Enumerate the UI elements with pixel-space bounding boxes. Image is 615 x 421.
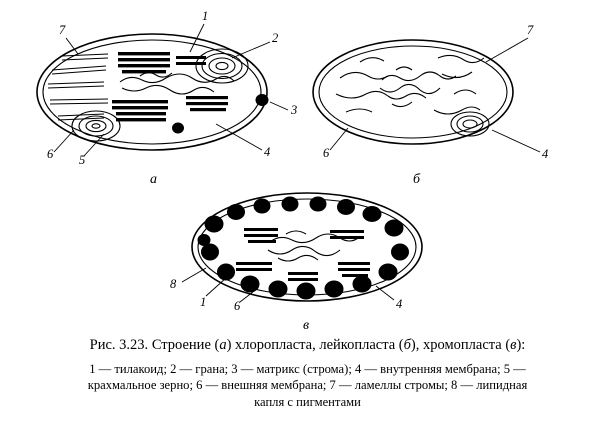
callout-3-a: 3 (291, 103, 298, 117)
caption-italic-v: в (510, 337, 517, 353)
caption-text-2: ) хлоропласта, лейкопласта ( (226, 337, 404, 353)
callout-4-a: 4 (264, 145, 271, 159)
caption-text-4: ): (516, 337, 526, 353)
caption-figure-number: Рис. 3.23. (89, 337, 149, 353)
callout-6-b: 6 (323, 146, 330, 160)
callout-7-b: 7 (527, 23, 534, 37)
caption-text-1: Строение ( (148, 337, 220, 353)
panel-label-b: б (413, 172, 421, 187)
panel-label-a: а (150, 172, 157, 187)
callout-6-v: 6 (234, 299, 241, 313)
callout-4-v: 4 (396, 297, 403, 311)
caption-italic-b: б (403, 337, 411, 353)
callout-1-a: 1 (202, 9, 209, 23)
panel-label-v: в (303, 318, 310, 333)
callout-5-a: 5 (79, 153, 86, 167)
figure-caption (0, 336, 615, 356)
figure-legend (0, 361, 615, 411)
callout-6-a: 6 (47, 147, 54, 161)
caption-italic-a: а (219, 337, 227, 353)
chloroplast-drawing (37, 9, 297, 167)
callout-1-v: 1 (200, 295, 207, 309)
callout-2-a: 2 (272, 31, 279, 45)
chromoplast-drawing (170, 193, 422, 313)
callout-7-a: 7 (59, 23, 66, 37)
callout-8-v: 8 (170, 277, 177, 291)
legend-line-1: 1 — тилакоид; 2 — грана; 3 — матрикс (строма); 4 — внутренняя мембрана; 5 — (89, 361, 526, 376)
legend-line-2: крахмальное зерно; 6 — внешняя мембрана; 7 — ламеллы стромы; 8 — липидная (87, 378, 528, 393)
callout-4-b: 4 (542, 147, 549, 161)
figure-caption-block (0, 336, 615, 410)
leucoplast-drawing (313, 23, 548, 161)
legend-line-3: капля с пигментами (254, 394, 361, 409)
caption-text-3: ), хромопласта ( (410, 337, 511, 353)
